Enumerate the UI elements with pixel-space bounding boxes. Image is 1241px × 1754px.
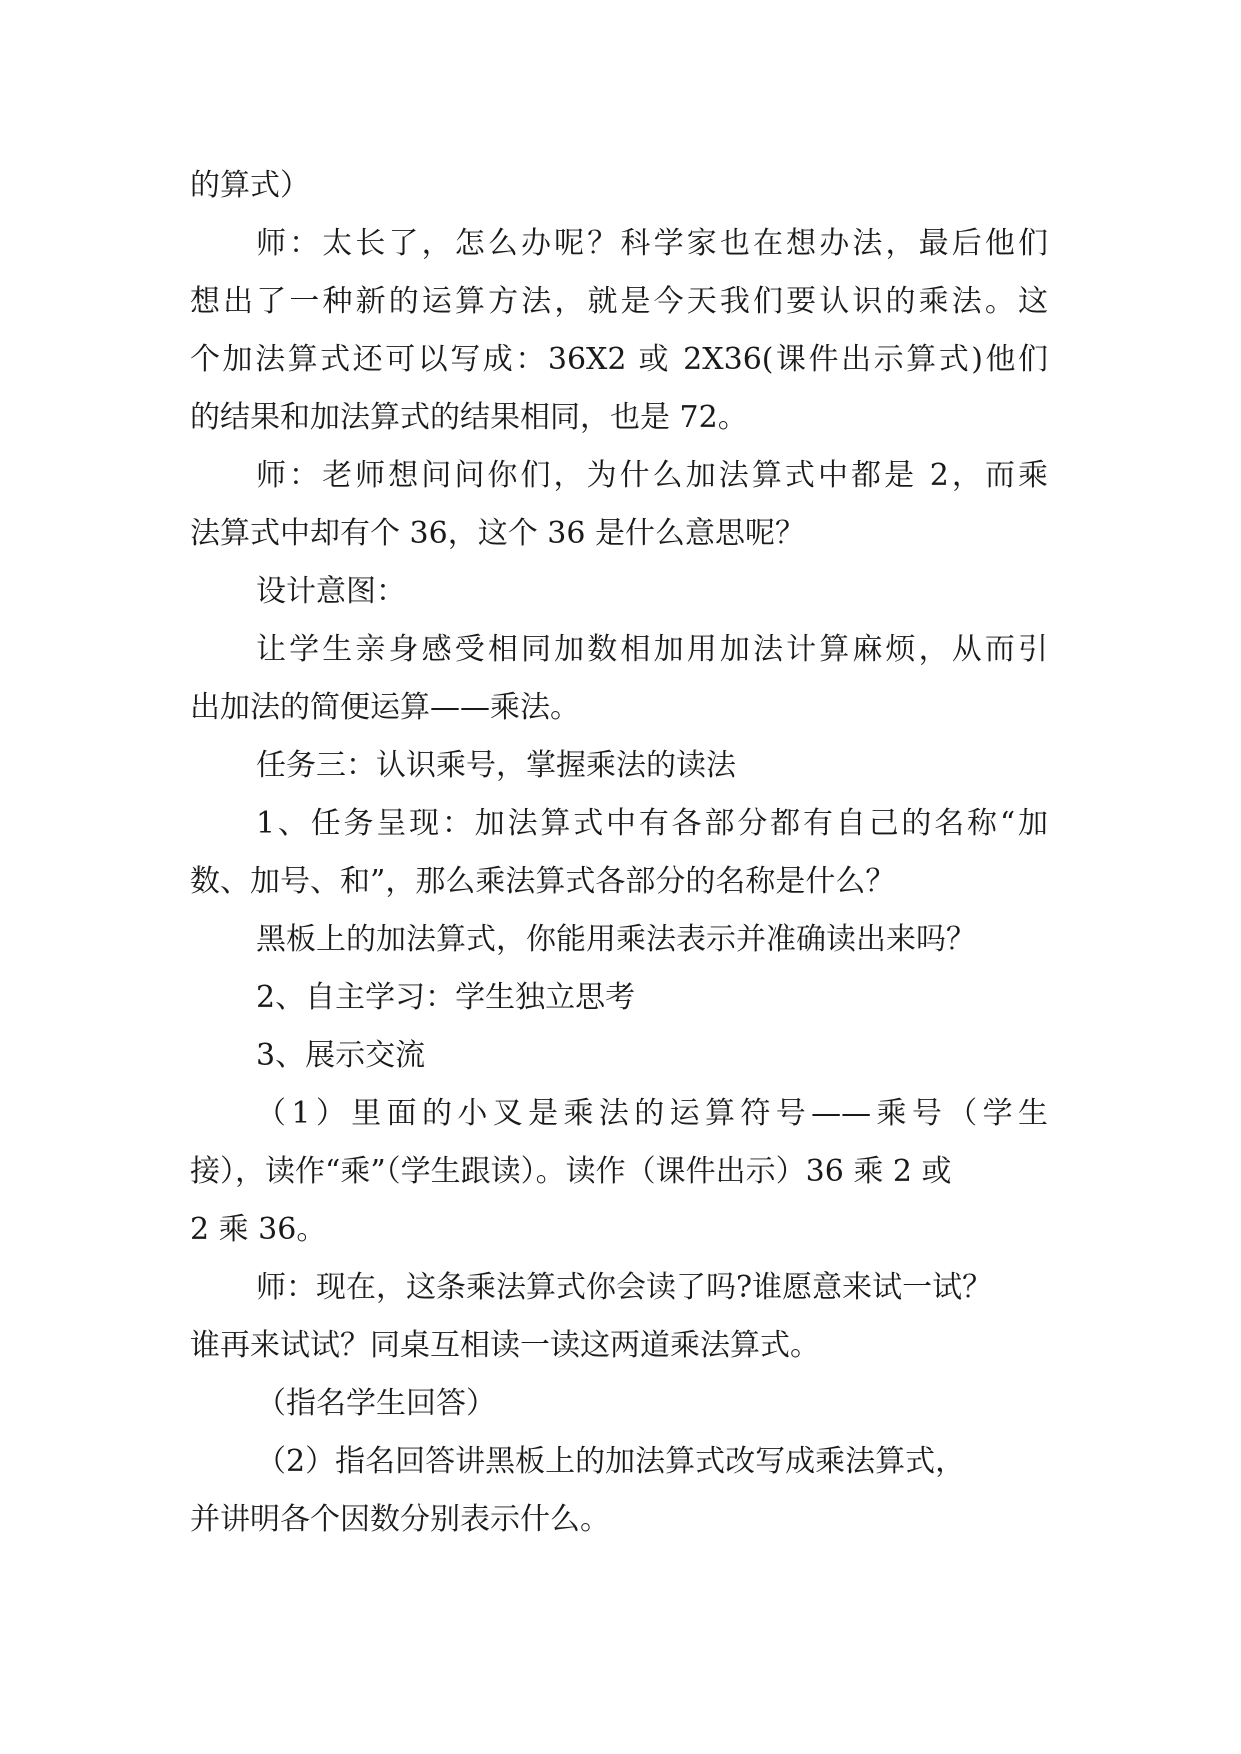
text-line: 黑板上的加法算式，你能用乘法表示并准确读出来吗？ (256, 922, 976, 957)
text-line: 想出了一种新的运算方法，就是今天我们要认识的乘法。这 (190, 284, 1048, 319)
text-line: 3、展示交流 (256, 1038, 426, 1073)
text-line: 让学生亲身感受相同加数相加用加法计算麻烦，从而引 (256, 632, 1048, 667)
text-line: 师：现在，这条乘法算式你会读了吗?谁愿意来试一试？ (256, 1270, 993, 1305)
text-line: 并讲明各个因数分别表示什么。 (190, 1502, 610, 1537)
text-line: （1）里面的小叉是乘法的运算符号——乘号（学生 (256, 1096, 1048, 1131)
text-line: 接），读作“乘”（学生跟读）。读作（课件出示）36 乘 2 或 (190, 1154, 952, 1189)
text-line: 的算式） (190, 168, 310, 203)
section-heading: 任务三：认识乘号，掌握乘法的读法 (256, 748, 736, 783)
text-line: （2）指名回答讲黑板上的加法算式改写成乘法算式， (256, 1444, 966, 1479)
text-line: 谁再来试试？同桌互相读一读这两道乘法算式。 (190, 1328, 820, 1363)
text-line: 1、任务呈现：加法算式中有各部分都有自己的名称“加 (256, 806, 1048, 841)
text-line: 个加法算式还可以写成：36X2 或 2X36(课件出示算式)他们 (190, 342, 1048, 377)
text-line: 设计意图： (256, 574, 406, 609)
text-line: 数、加号、和”，那么乘法算式各部分的名称是什么？ (190, 864, 896, 899)
text-line: 师：老师想问问你们，为什么加法算式中都是 2，而乘 (256, 458, 1048, 493)
text-line: 2、自主学习：学生独立思考 (256, 980, 636, 1015)
text-line: 师：太长了，怎么办呢？科学家也在想办法，最后他们 (256, 226, 1048, 261)
text-line: 的结果和加法算式的结果相同，也是 72。 (190, 400, 748, 435)
text-line: （指名学生回答） (256, 1386, 496, 1421)
text-line: 2 乘 36。 (190, 1212, 327, 1247)
text-line: 法算式中却有个 36，这个 36 是什么意思呢？ (190, 516, 805, 551)
text-line: 出加法的简便运算——乘法。 (190, 690, 580, 725)
